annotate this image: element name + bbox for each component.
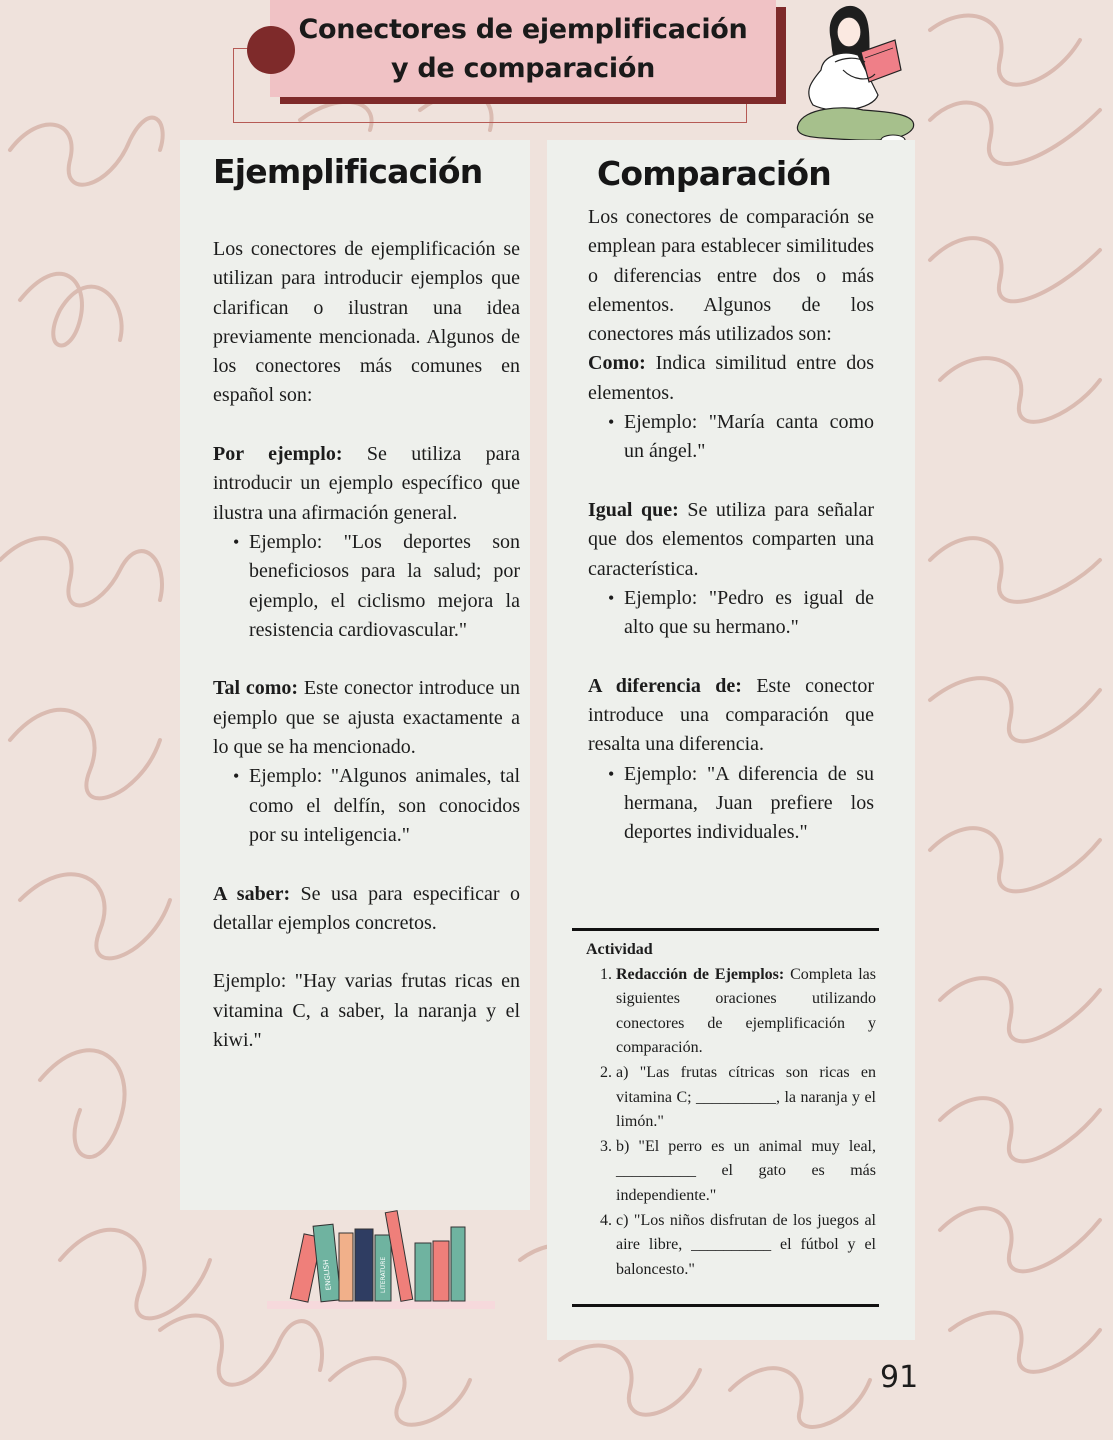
section-tal-como [213,674,520,762]
activity-box [586,938,876,1282]
example-tal-como: • Ejemplo: "Algunos animales, tal como el delfín, son conocidos por su inteligencia." [213,762,520,850]
desc-tal-como: Este conector introduce un ejemplo que se ajusta exactamente a lo que se ha mencionado. [213,677,520,759]
activity-bottom-rule [572,1304,879,1307]
term-igual-que: Igual que: [588,498,679,521]
activity-item-text: a) "Las frutas cítricas son ricas en vitamina C; __________, la naranja y el limón." [616,1063,876,1131]
activity-item-number: 4. [600,1211,612,1229]
ejemplificacion-intro: Los conectores de ejemplificación se utilizan para introducir ejemplos que clarifican o ilustran una idea previamente mencionada. Algunos de los conectores más comunes en español son: [213,238,520,407]
term-tal-como: Tal como: [213,677,299,700]
term-por-ejemplo: Por ejemplo: [213,443,343,466]
activity-item-number: 2. [600,1063,612,1081]
activity-item [586,1061,876,1135]
section-igual-que [588,496,874,584]
activity-item-number: 1. [600,965,612,983]
comparacion-body [588,203,874,848]
title-bullet-dot [247,26,295,74]
activity-item [586,1135,876,1209]
page-number: 91 [880,1360,919,1395]
comparacion-intro: Los conectores de comparación se emplean para establecer similitudes o diferencias entre dos o más elementos. Algunos de los conectores más utilizados son: [588,206,874,346]
activity-item-text: c) "Los niños disfrutan de los juegos al aire libre, __________ el fútbol y el baloncesto." [616,1211,876,1278]
section-por-ejemplo [213,440,520,528]
activity-item-number: 3. [600,1137,612,1155]
activity-item [586,1209,876,1283]
term-a-diferencia-de: A diferencia de: [588,674,742,697]
desc-a-diferencia-de: Este conector introduce una comparación que resalta una diferencia. [588,674,875,756]
closing-example: Ejemplo: "Hay varias frutas ricas en vitamina C, a saber, la naranja y el kiwi." [213,970,520,1052]
reading-girl-illustration [783,0,923,155]
section-como [588,349,874,408]
ejemplificacion-heading: Ejemplificación [213,152,483,191]
activity-item-bold: Redacción de Ejemplos: [616,965,785,983]
desc-como: Indica similitud entre dos elementos. [588,352,874,404]
books-illustration [267,1205,497,1315]
activity-title: Actividad [586,941,653,958]
activity-top-rule [572,928,879,931]
activity-item-text: Completa las siguientes oraciones utilizando conectores de ejemplificación y comparación. [616,965,876,1057]
activity-item-text: b) "El perro es un animal muy leal, __________ el gato es más independiente." [616,1137,876,1204]
desc-igual-que: Se utiliza para señalar que dos elementos comparten una característica. [588,498,874,580]
section-a-diferencia-de [588,672,874,760]
title-line-2: y de comparación [390,52,656,84]
title-line-1: Conectores de ejemplificación [298,13,748,45]
section-a-saber [213,880,520,939]
example-a-diferencia-de: • Ejemplo: "A diferencia de su hermana, Juan prefiere los deportes individuales." [588,760,874,848]
ejemplificacion-body [213,235,520,1055]
example-igual-que: • Ejemplo: "Pedro es igual de alto que su hermano." [588,584,874,643]
desc-a-saber: Se usa para especificar o detallar ejemplos concretos. [213,882,520,934]
example-por-ejemplo: • Ejemplo: "Los deportes son beneficiosos para la salud; por ejemplo, el ciclismo mejora la resistencia cardiovascular." [213,528,520,645]
term-a-saber: A saber: [213,882,291,905]
comparacion-heading: Comparación [597,154,831,193]
title-banner [270,0,776,97]
book-label-literature: LITERATURE [380,1256,387,1293]
desc-por-ejemplo: Se utiliza para introducir un ejemplo específico que ilustra una afirmación general. [213,443,520,524]
term-como: Como: [588,352,646,375]
book-label-english: ENGLISH [321,1259,333,1291]
example-como: • Ejemplo: "María canta como un ángel." [588,408,874,467]
activity-item [586,963,876,1061]
